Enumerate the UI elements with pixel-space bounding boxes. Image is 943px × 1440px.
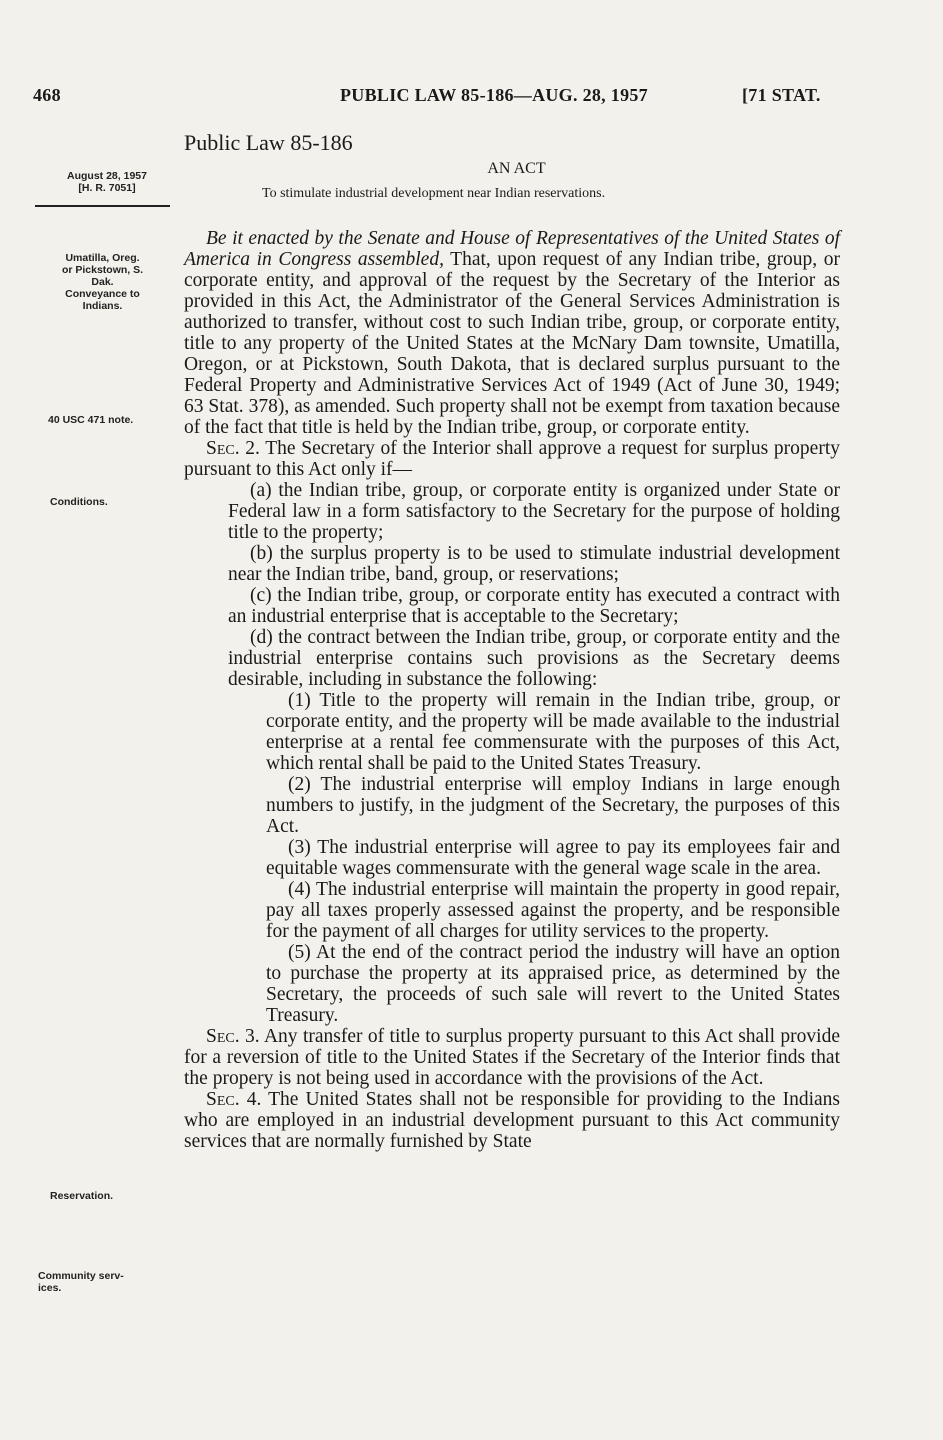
margin-note-usc: 40 USC 471 note. [48,414,134,426]
section-2 [184,438,840,480]
margin-rule [35,205,170,207]
place-note-line: Dak. [91,276,114,288]
act-body [184,228,840,1152]
section-2-text: The Secretary of the Interior shall approve a request for surplus property pursuant to this Act only if— [184,438,840,480]
place-note-line: or Pickstown, S. [61,264,144,276]
clause-a: (a) the Indian tribe, group, or corporate entity is organized under State or Federal law in a form satisfactory to the Secretary for the purpose of holding title to the property; [228,480,840,543]
bill-note: [H. R. 7051] [78,182,136,194]
date-note: August 28, 1957 [67,170,147,182]
section-3-label: Sec. 3. [206,1026,260,1047]
margin-note-reservation: Reservation. [50,1190,114,1202]
provision-5: (5) At the end of the contract period the industry will have an option to purchase the property at its appraised price, as determined by the Secretary, the proceeds of such sale will revert to the United States Treasury. [266,942,840,1026]
clause-d: (d) the contract between the Indian tribe, group, or corporate entity and the industrial enterprise contains such provisions as the Secretary deems desirable, including in substance the following: [228,627,840,690]
place-note-line: Indians. [82,300,123,312]
margin-note-community [38,1270,170,1294]
provision-1: (1) Title to the property will remain in the Indian tribe, group, or corporate entity, and the property will be made available to the industrial enterprise at a rental fee commensurate with the purposes of this Act, which rental shall be paid to the United States Treasury. [266,690,840,774]
provision-4: (4) The industrial enterprise will maintain the property in good repair, pay all taxes properly assessed against the property, and be responsible for the payment of all charges for utility services to the property. [266,879,840,942]
provision-3: (3) The industrial enterprise will agree to pay its employees fair and equitable wages commensurate with the general wage scale in the area. [266,837,840,879]
margin-note-conditions: Conditions. [50,496,108,508]
act-heading: AN ACT [487,160,546,177]
section-1-text: That, upon request of any Indian tribe, group, or corporate entity, and approval of the request by the Secretary of the Interior as provided in this Act, the Administrator of the General Services Administration is authorized to transfer, without cost to such Indian tribe, group, or corporate entity, title to any property of the United States at the McNary Dam townsite, Umatilla, Oregon, or at Pickstown, South Dakota, that is declared surplus pursuant to the Federal Property and Administrative Services Act of 1949 (Act of June 30, 1949; 63 Stat. 378), as amended. Such property shall not be exempt from taxation because of the fact that title is held by the Indian tribe, group, or corporate entity. [184,249,840,438]
enacting-clause: Be it enacted by the Senate and House of Representatives of the United States of America in Congress assembled, [184,228,840,270]
volume-reference: [71 STAT. [742,85,821,105]
clause-b: (b) the surplus property is to be used to stimulate industrial development near the Indian tribe, band, group, or reservations; [228,543,840,585]
community-note-line: Community serv- [38,1270,124,1282]
running-title: PUBLIC LAW 85-186—AUG. 28, 1957 [340,85,648,105]
place-note-line: Conveyance to [65,288,140,300]
section-3 [184,1026,840,1089]
section-4-text: The United States shall not be responsible for providing to the Indians who are employed in an industrial development pursuant to this Act community services that are normally furnished by State [184,1089,840,1152]
law-title: Public Law 85-186 [184,130,353,155]
provision-2: (2) The industrial enterprise will employ Indians in large enough numbers to justify, in the judgment of the Secretary, the purposes of this Act. [266,774,840,837]
section-1 [184,228,840,438]
section-4 [184,1089,840,1152]
act-purpose: To stimulate industrial development near Indian reservations. [262,186,606,201]
clause-c: (c) the Indian tribe, group, or corporate entity has executed a contract with an industrial enterprise that is acceptable to the Secretary; [228,585,840,627]
page-number: 468 [33,85,61,105]
margin-note-date [45,170,169,194]
section-3-text: Any transfer of title to surplus property pursuant to this Act shall provide for a reversion of title to the United States if the Secretary of the Interior finds that the propery is not being used in accordance with the provisions of the Act. [184,1026,840,1089]
margin-note-place [35,252,170,312]
community-note-line: ices. [38,1282,62,1294]
section-2-label: Sec. 2. [206,438,260,459]
place-note-line: Umatilla, Oreg. [65,252,140,264]
section-4-label: Sec. 4. [206,1089,262,1110]
